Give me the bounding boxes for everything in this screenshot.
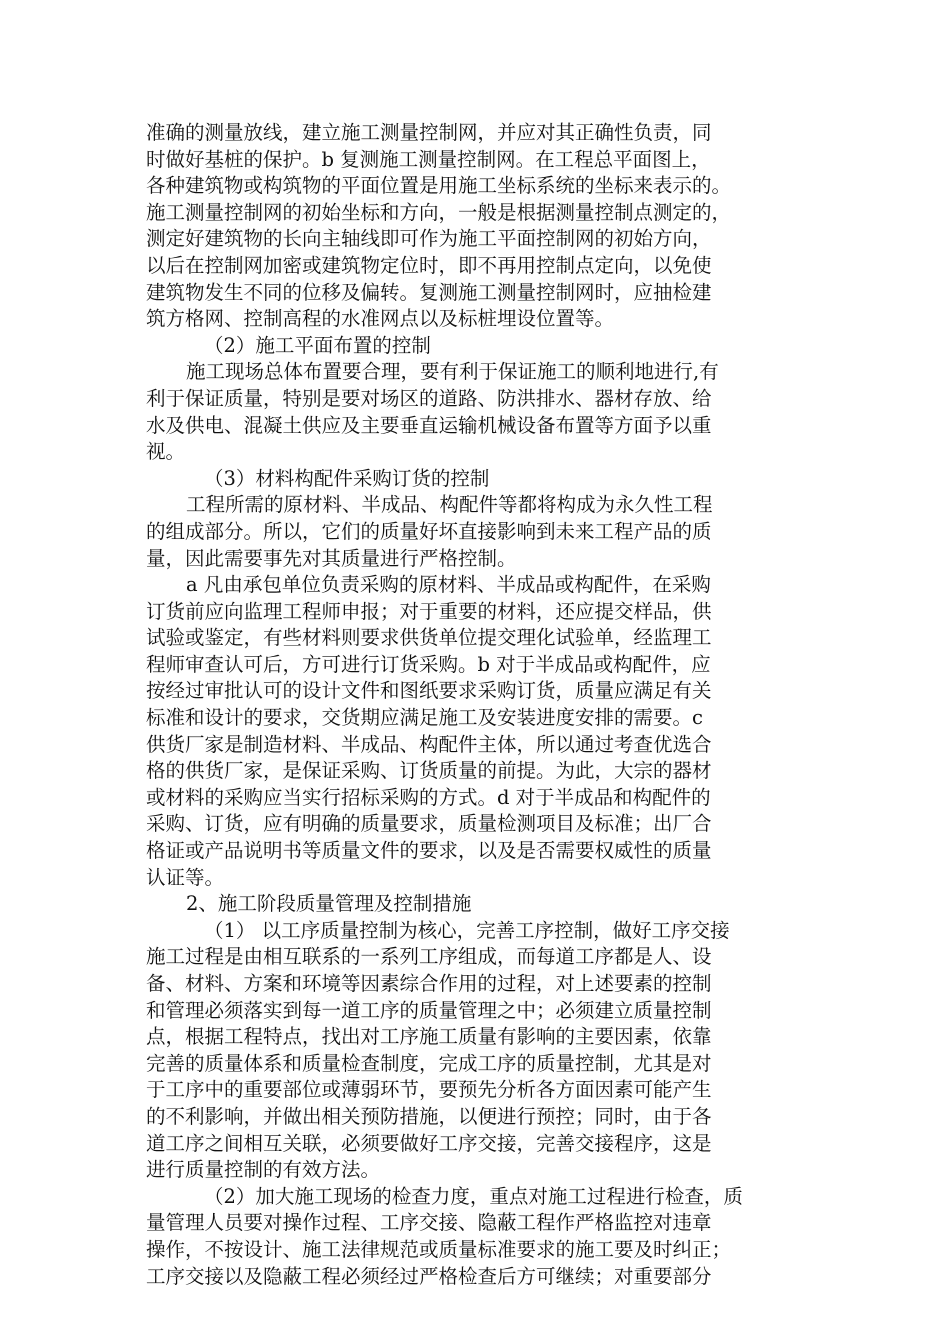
text-line: （2）施工平面布置的控制 bbox=[204, 333, 431, 357]
text-line: 按经过审批认可的设计文件和图纸要求采购订货，质量应满足有关 bbox=[146, 679, 712, 703]
text-line: 筑方格网、控制高程的水准网点以及标桩埋设位置等。 bbox=[146, 307, 615, 331]
text-line: 施工现场总体布置要合理，要有利于保证施工的顺利地进行,有 bbox=[186, 360, 719, 384]
text-line: 格的供货厂家，是保证采购、订货质量的前提。为此，大宗的器材 bbox=[146, 759, 712, 783]
text-line: 2、施工阶段质量管理及控制措施 bbox=[186, 892, 472, 916]
text-line: 工序交接以及隐蔽工程必须经过严格检查后方可继续；对重要部分 bbox=[146, 1264, 712, 1288]
text-line: 各种建筑物或构筑物的平面位置是用施工坐标系统的坐标来表示的。 bbox=[146, 174, 732, 198]
text-line: 试验或鉴定，有些材料则要求供货单位提交理化试验单，经监理工 bbox=[146, 626, 712, 650]
text-line: （2）加大施工现场的检查力度，重点对施工过程进行检查，质 bbox=[204, 1184, 743, 1208]
text-line: 施工过程是由相互联系的一系列工序组成，而每道工序都是人、设 bbox=[146, 945, 712, 969]
text-line: 的不利影响，并做出相关预防措施，以便进行预控；同时，由于各 bbox=[146, 1104, 712, 1128]
text-line: 采购、订货，应有明确的质量要求，质量检测项目及标准；出厂合 bbox=[146, 812, 712, 836]
text-line: 量，因此需要事先对其质量进行严格控制。 bbox=[146, 546, 517, 570]
text-line: 利于保证质量，特别是要对场区的道路、防洪排水、器材存放、给 bbox=[146, 386, 712, 410]
text-line: 标准和设计的要求，交货期应满足施工及安装进度安排的需要。c bbox=[146, 706, 703, 730]
text-line: 的组成部分。所以，它们的质量好坏直接影响到未来工程产品的质 bbox=[146, 519, 712, 543]
text-line: 订货前应向监理工程师申报；对于重要的材料，还应提交样品，供 bbox=[146, 599, 712, 623]
text-line: 进行质量控制的有效方法。 bbox=[146, 1158, 381, 1182]
text-line: a 凡由承包单位负责采购的原材料、半成品或构配件，在采购 bbox=[186, 573, 711, 597]
text-line: 以后在控制网加密或建筑物定位时，即不再用控制点定向，以免使 bbox=[146, 253, 712, 277]
text-line: 或材料的采购应当实行招标采购的方式。d 对于半成品和构配件的 bbox=[146, 785, 711, 809]
text-line: 测定好建筑物的长向主轴线即可作为施工平面控制网的初始方向， bbox=[146, 227, 712, 251]
text-line: 水及供电、混凝土供应及主要垂直运输机械设备布置等方面予以重 bbox=[146, 413, 712, 437]
document-body bbox=[146, 120, 806, 1290]
text-line: 程师审查认可后，方可进行订货采购。b 对于半成品或构配件，应 bbox=[146, 652, 711, 676]
text-line: 操作，不按设计、施工法律规范或质量标准要求的施工要及时纠正； bbox=[146, 1237, 732, 1261]
text-line: （1） 以工序质量控制为核心，完善工序控制，做好工序交接 bbox=[204, 918, 730, 942]
text-line: 施工测量控制网的初始坐标和方向，一般是根据测量控制点测定的， bbox=[146, 200, 732, 224]
text-line: 时做好基桩的保护。b 复测施工测量控制网。在工程总平面图上， bbox=[146, 147, 711, 171]
text-line: 工程所需的原材料、半成品、构配件等都将构成为永久性工程 bbox=[186, 493, 713, 517]
text-line: 点，根据工程特点，找出对工序施工质量有影响的主要因素，依靠 bbox=[146, 1025, 712, 1049]
text-line: 准确的测量放线，建立施工测量控制网，并应对其正确性负责，同 bbox=[146, 121, 712, 144]
text-line: 完善的质量体系和质量检查制度，完成工序的质量控制，尤其是对 bbox=[146, 1051, 712, 1075]
text-line: 视。 bbox=[146, 440, 186, 464]
text-line: 备、材料、方案和环境等因素综合作用的过程，对上述要素的控制 bbox=[146, 972, 712, 995]
text-line: 供货厂家是制造材料、半成品、构配件主体，所以通过考查优选合 bbox=[146, 732, 712, 756]
text-line: （3）材料构配件采购订货的控制 bbox=[204, 466, 490, 490]
text-line: 道工序之间相互关联，必须要做好工序交接，完善交接程序，这是 bbox=[146, 1131, 712, 1155]
text-line: 格证或产品说明书等质量文件的要求，以及是否需要权威性的质量 bbox=[146, 839, 712, 863]
text-line: 建筑物发生不同的位移及偏转。复测施工测量控制网时，应抽检建 bbox=[146, 280, 712, 304]
text-line: 认证等。 bbox=[146, 865, 225, 889]
text-line: 量管理人员要对操作过程、工序交接、隐蔽工程作严格监控对违章 bbox=[146, 1211, 712, 1235]
text-line: 和管理必须落实到每一道工序的质量管理之中；必须建立质量控制 bbox=[146, 998, 712, 1022]
text-line: 于工序中的重要部位或薄弱环节，要预先分析各方面因素可能产生 bbox=[146, 1078, 712, 1102]
